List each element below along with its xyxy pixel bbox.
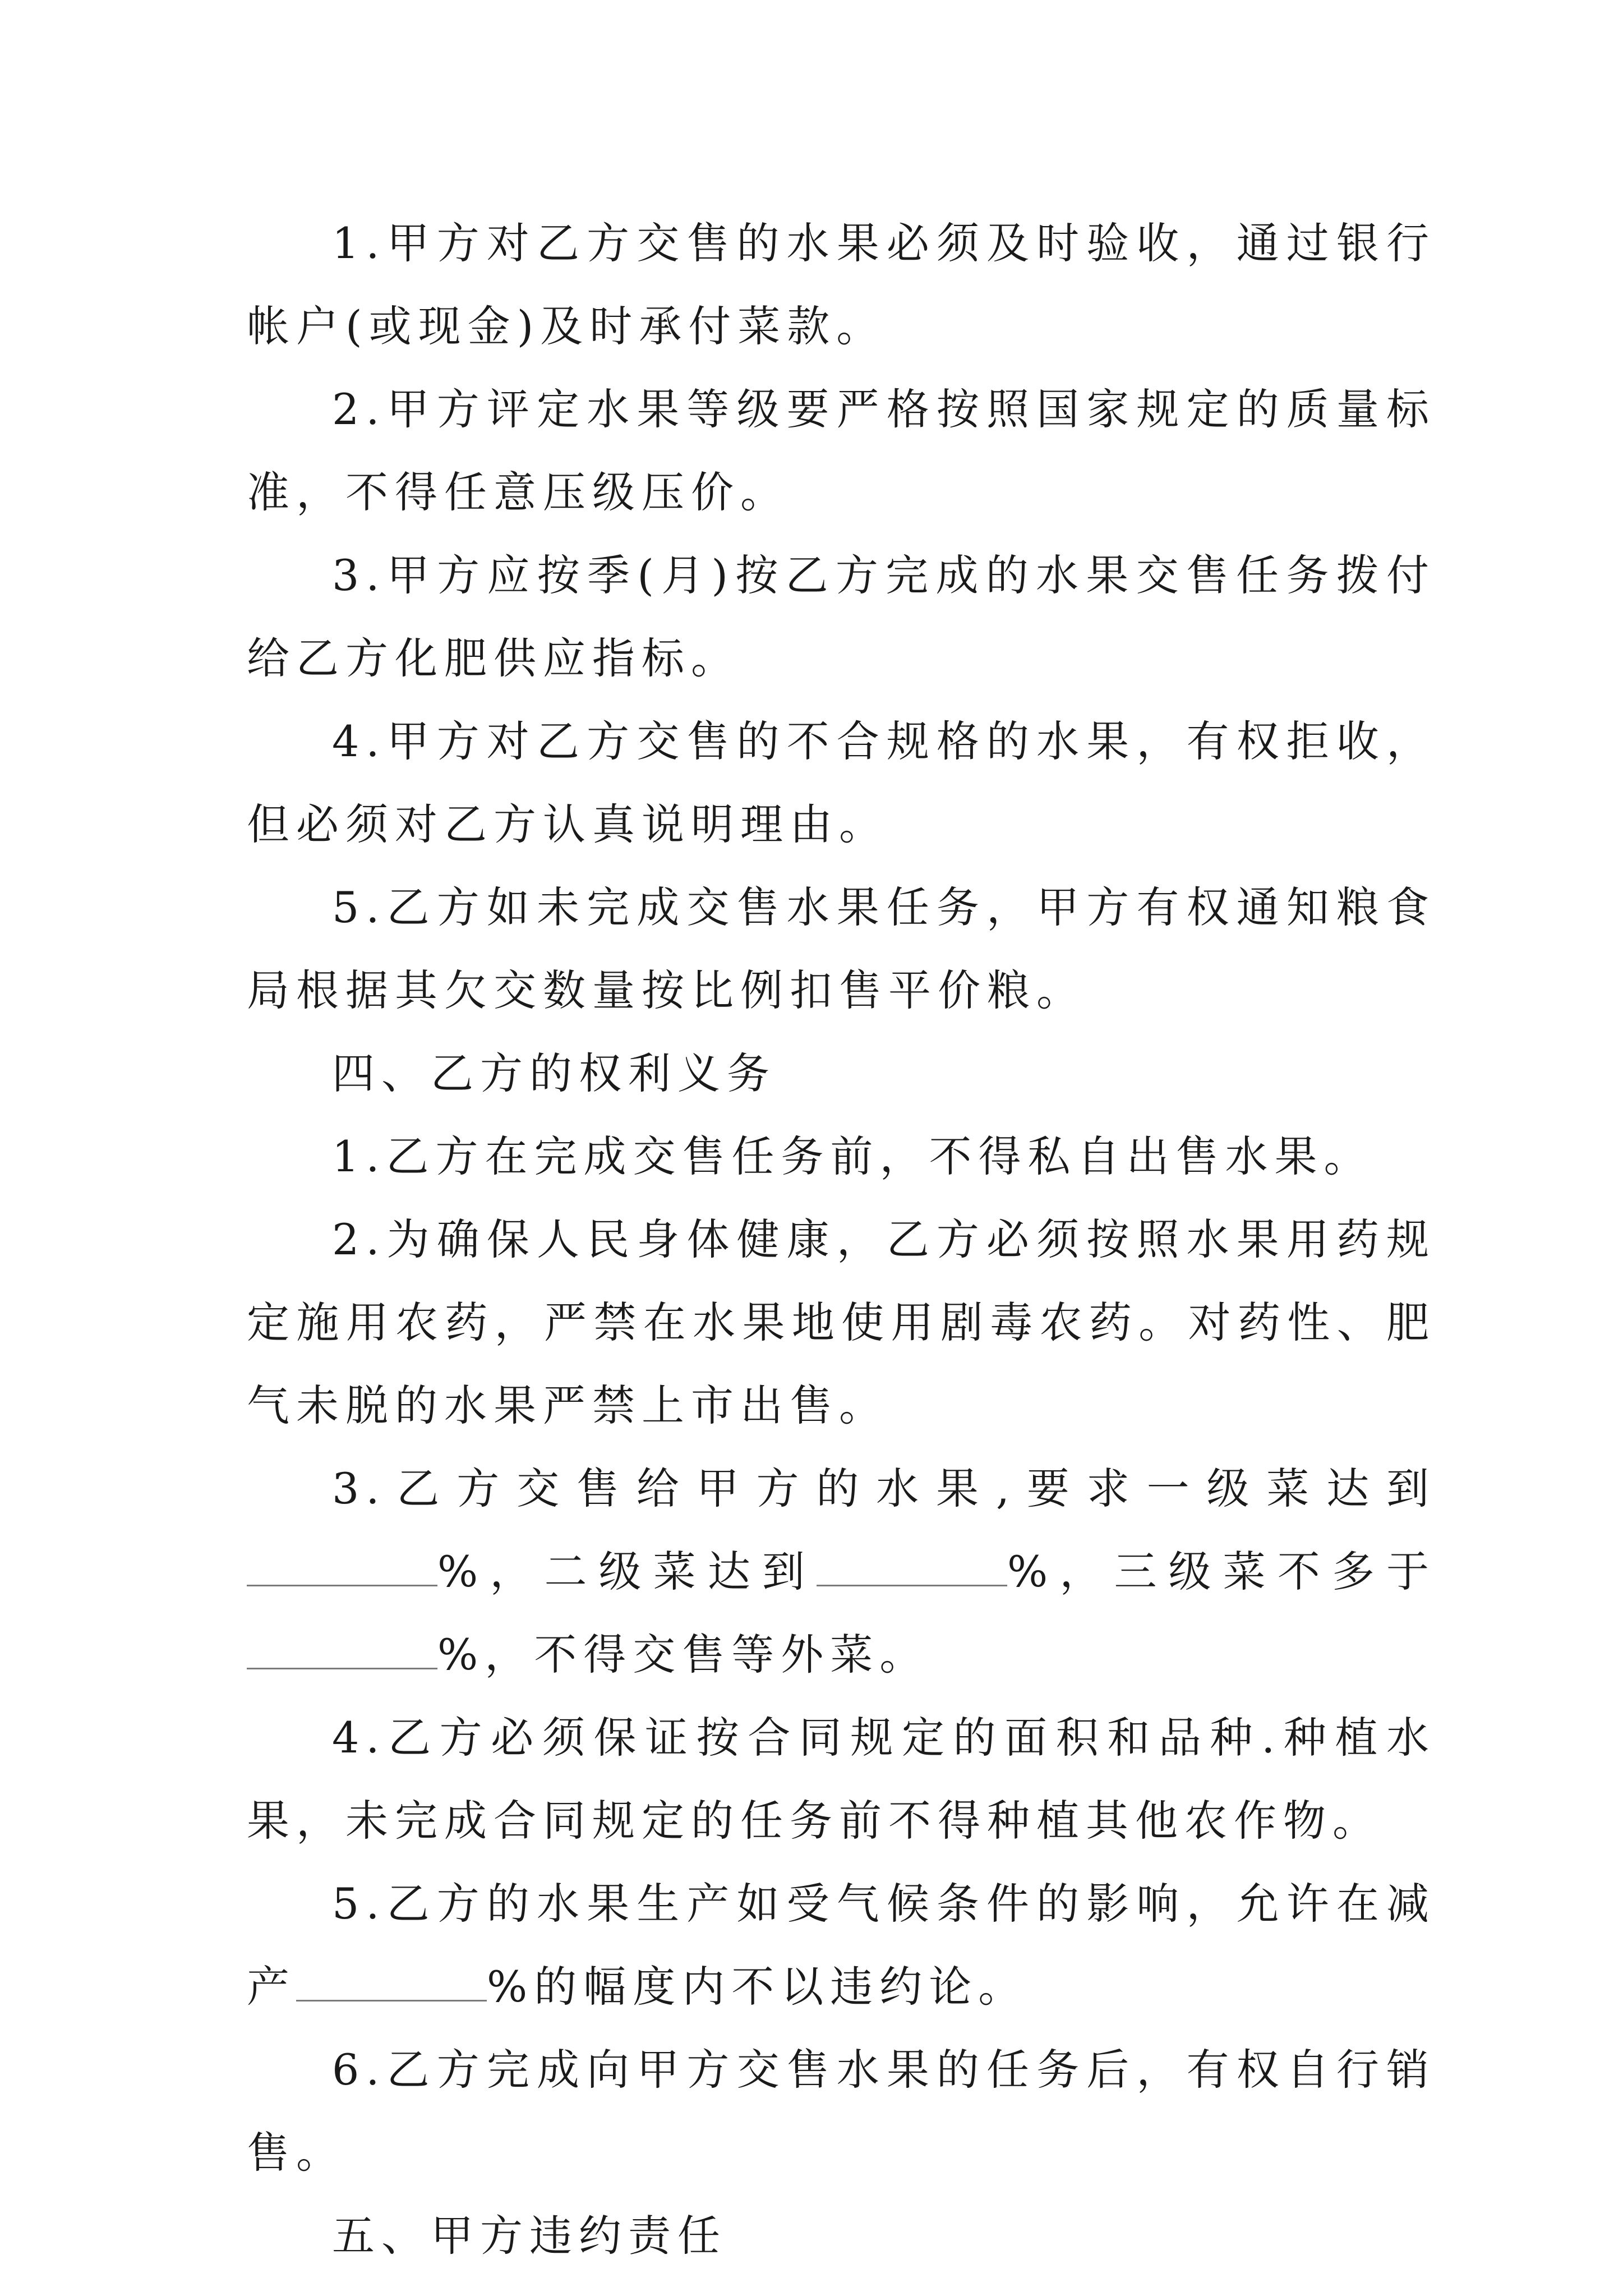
clause-party-a-2: 2.甲方评定水果等级要严格按照国家规定的质量标准，不得任意压级压价。	[247, 384, 1436, 517]
blank-grade-two-percent	[817, 1548, 1007, 1586]
clause-party-b-5	[247, 1862, 1436, 2028]
clause-party-b-4: 4.乙方必须保证按合同规定的面积和品种.种植水果，未完成合同规定的任务前不得种植其他农作物。	[247, 1713, 1436, 1846]
document-body	[247, 202, 1436, 2277]
blank-grade-one-percent	[247, 1548, 437, 1586]
clause-party-a-4: 4.甲方对乙方交售的不合规格的水果，有权拒收，但必须对乙方认真说明理由。	[247, 716, 1436, 849]
clause-party-b-3	[247, 1447, 1436, 1696]
clause-party-b-6: 6.乙方完成向甲方交售水果的任务后，有权自行销售。	[247, 2045, 1436, 2178]
clause-party-b-5-part-b: %的幅度内不以违约论。	[487, 1962, 1028, 2012]
clause-party-b-3-part-b: %，二级菜达到	[437, 1547, 817, 1596]
section-heading-party-a-liability: 五、甲方违约责任	[332, 2211, 727, 2261]
clause-party-a-3: 3.甲方应按季(月)按乙方完成的水果交售任务拨付给乙方化肥供应指标。	[247, 550, 1436, 683]
clause-party-b-2: 2.为确保人民身体健康，乙方必须按照水果用药规定施用农药，严禁在水果地使用剧毒农药。对药性、肥气未脱的水果严禁上市出售。	[247, 1214, 1436, 1430]
clause-party-a-5: 5.乙方如未完成交售水果任务，甲方有权通知粮食局根据其欠交数量按比例扣售平价粮。	[247, 882, 1436, 1015]
clause-party-b-3-part-c: %，三级菜不多于	[1007, 1547, 1436, 1596]
clause-party-a-1: 1.甲方对乙方交售的水果必须及时验收，通过银行帐户(或现金)及时承付菜款。	[247, 218, 1436, 351]
clause-party-b-3-part-a: 3.乙方交售给甲方的水果,要求一级菜达到	[332, 1464, 1436, 1513]
clause-party-b-3-part-d: %，不得交售等外菜。	[437, 1630, 929, 1680]
clause-party-b-5-part-a: 5.乙方的水果生产如受气候条件的影响，允许在减产	[247, 1879, 1436, 2012]
clause-party-b-1: 1.乙方在完成交售任务前，不得私自出售水果。	[332, 1131, 1373, 1181]
blank-grade-three-percent	[247, 1631, 437, 1669]
blank-yield-reduction-percent	[296, 1963, 487, 2001]
section-heading-party-b-rights: 四、乙方的权利义务	[332, 1048, 776, 1098]
